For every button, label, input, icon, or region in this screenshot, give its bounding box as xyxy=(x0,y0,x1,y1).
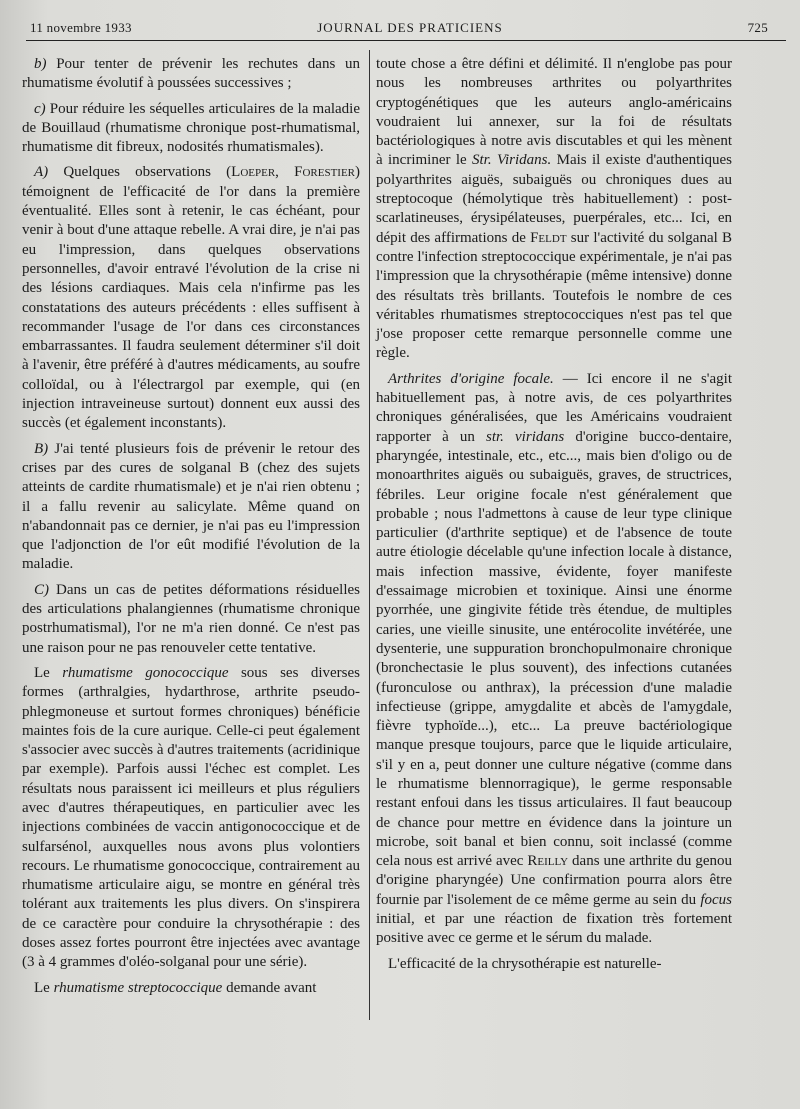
paragraph-text: Pour tenter de prévenir les rechutes dans un rhumatisme évolutif à poussées successives ; xyxy=(22,56,360,92)
page-number: 725 xyxy=(747,20,768,35)
column-rule xyxy=(369,50,370,1020)
paragraph-text: demande avant xyxy=(222,979,317,996)
paragraph-text: ) témoignent de l'efficacité de l'or dans la première éventualité. Elles sont à retenir, le cas échéant, pour venir à bout d'une attaque rebelle. A vrai dire, je n'ai pas eu l'impression, dans quelques observations personnelles, d'avoir entravé l'évolution de la crise ni des lésions cardiaques. Mais cela n'infirme pas les constatations des auteurs précédents : elles suffisent à recommander l'usage de l'or dans ces circonstances embarrassantes. Il faudra seulement déterminer s'il doit à l'avenir, être préféré à d'autres médicaments, au soufre colloïdal, ou à l'électrargol par exemple, qui (en injection intraveineuse surtout) donnent eux aussi des succès (et également inconstants). xyxy=(22,164,361,432)
paragraph-text: Dans un cas de petites déformations résiduelles des articulations phalangiennes (rhumatisme chronique postrhumatismal), l'or ne m'a rien donné. Ce n'est pas une raison pour ne pas renouveler cette tentative. xyxy=(22,581,360,656)
paragraph-text: dans une arthrite du genou d'origine pharyngée) Une confirmation pourra alors être fournie par l'isolement de ce même germe au sein du xyxy=(376,853,733,908)
paragraph-text: toute chose a être défini et délimité. Il n'englobe pas pour nous les nombreuses arthrites ou polyarthrites cryptogénétiques que les auteurs anglo-américains voudraient lui annexer, sur la foi de résultats bactériologiques à notre avis discutables et qui les mènent à incriminer le xyxy=(376,56,732,169)
item-marker: A) xyxy=(34,164,49,181)
paragraph-text: initial, et par une réaction de fixation très fortement positive avec ce germe et le sérum du malade. xyxy=(376,911,732,947)
paragraph-text: Le xyxy=(34,979,54,996)
item-marker: B) xyxy=(34,440,49,457)
left-column xyxy=(22,55,360,1004)
section-term: rhumatisme streptococcique xyxy=(53,979,223,996)
organism-name: Str. Viridans. xyxy=(472,152,552,169)
paragraph-C xyxy=(22,581,360,658)
header-rule xyxy=(26,40,786,41)
paragraph-text: Le xyxy=(34,664,63,681)
issue-date: 11 novembre 1933 xyxy=(30,20,132,35)
right-column xyxy=(376,55,732,980)
paragraph-text: L'efficacité de la chrysothérapie est naturelle- xyxy=(388,955,662,972)
paragraph-c xyxy=(22,100,360,158)
paragraph-text: sur l'activité du solganal B contre l'infection streptococcique expérimentale, je n'ai pas l'impression que la chrysothérapie (même intensive) donne des résultats très brillants. Toutefois le nombre de ces véritables rhumatismes streptococciques n'est pas tel que j'ose proposer cette remarque personnelle comme une règle. xyxy=(376,229,733,362)
paragraph-B xyxy=(22,440,360,575)
paragraph-text: — Ici encore il ne s'agit habituellement pas, à notre avis, de ces polyarthrites chroniques généralisées, que les Américains voudraient rapporter à un xyxy=(376,370,732,445)
author-name: Forestier xyxy=(294,164,356,181)
organism-name: str. viridans xyxy=(485,428,565,445)
author-name: Feldt xyxy=(530,229,567,246)
section-term: Arthrites d'origine focale. xyxy=(388,370,554,387)
paragraph-text: Pour réduire les séquelles articulaires de la maladie de Bouillaud (rhumatisme chronique post-rhumatismal, rhumatisme dit fibreux, nodosités rhumatismales). xyxy=(22,100,360,156)
paragraph-text: J'ai tenté plusieurs fois de prévenir le retour des crises par des cures de solganal B (chez des sujets atteints de cardite rhumatismale) et je n'ai rien obtenu ; il a fallu revenir au salicylate. Même quand on n'abandonnait pas ce dernier, je n'ai pas eu l'impression que l'adjonction de l'or eût modifié l'évolution de la maladie. xyxy=(22,440,360,573)
paragraph-text: sous ses diverses formes (arthralgies, hydarthrose, arthrite pseudo-phlegmoneuse et surtout formes chroniques) bénéficie maintes fois de la cure aurique. Celle-ci peut également s'associer avec succès à d'autres traitements (acridinique par exemple). Parfois aussi l'échec est complet. Les résultats nous paraissent ici meilleurs et plus réguliers avec d'autres thérapeutiques, en particulier avec les injections combinées de vaccin antigonococcique et de sulfarsénol, auxquelles nous avons plus volontiers recours. Le rhumatisme gonococcique, contrairement au rhumatisme articulaire aigu, se montre en général très tolérant aux traitements les plus divers. On s'inspirera de ce caractère pour conduire la chrysothérapie : des doses assez fortes pourront être injectées avec avantage (3 à 4 grammes d'oléo-solganal pour une série). xyxy=(22,664,360,971)
item-marker: C) xyxy=(34,581,49,598)
paragraph-A xyxy=(22,163,360,433)
item-marker: b) xyxy=(34,56,47,72)
paragraph-continued xyxy=(376,55,732,364)
section-term: rhumatisme gonococcique xyxy=(62,664,229,681)
paragraph-arthrites-focale xyxy=(376,370,732,949)
term-focus: focus xyxy=(700,891,732,908)
paragraph-streptococcique xyxy=(22,979,360,998)
paragraph-text: , xyxy=(275,164,295,181)
author-name: Loeper xyxy=(231,164,276,181)
paragraph-text: d'origine bucco-dentaire, pharyngée, intestinale, etc., etc..., mais bien d'oligo ou de monoarthrites aiguës ou subaiguës, graves, de structrices, fébriles. Leur origine focale n'est généralement que probable ; nous l'admettons à cause de leur type clinique particulier (d'arthrite septique) et de l'absence de toute autre étiologie décelable qu'une infection locale à distance, mais infection massive, évidente, foyer manifeste d'essaimage microbien et toxinique. Ainsi une énorme pyorrhée, une gingivite fétide très étendue, de multiples caries, une vieille sinusite, une entérocolite invétérée, une dysenterie, une suppuration bronchopulmonaire chronique (bronchectasie le plus souvent), des infections cutanées (furonculose ou anthrax), la précession d'une maladie infectieuse (grippe, amygdalite et abcès de l'amygdale, fièvre typhoïde...), etc... La preuve bactériologique manque presque toujours, parce que le liquide articulaire, s'il y en a, peut donner une culture négative (comme dans le rhumatisme blennorragique), le germe responsable restant enfoui dans les tissus articulaires. Il faut beaucoup de chance pour mettre en évidence dans la jointure un microbe, soit banal et bien connu, soit inclassé (comme cela nous est arrivé avec xyxy=(376,428,732,870)
paragraph-b xyxy=(22,55,360,94)
author-name: Reilly xyxy=(527,853,569,870)
paragraph-gonococcique xyxy=(22,664,360,973)
paragraph-efficacite xyxy=(376,955,732,974)
item-marker: c) xyxy=(34,100,46,117)
running-header xyxy=(30,14,790,40)
paragraph-text: Mais il existe d'authentiques polyarthrites aiguës, subaiguës ou chroniques dues au streptocoque (hémolytique très habituellement) : post-scarlatineuses, érysipélateuses, puerpérales, etc... Ici, en dépit des affirmations de xyxy=(376,152,732,246)
journal-title: JOURNAL DES PRATICIENS xyxy=(317,20,503,35)
paragraph-text: Quelques observations ( xyxy=(48,164,232,181)
